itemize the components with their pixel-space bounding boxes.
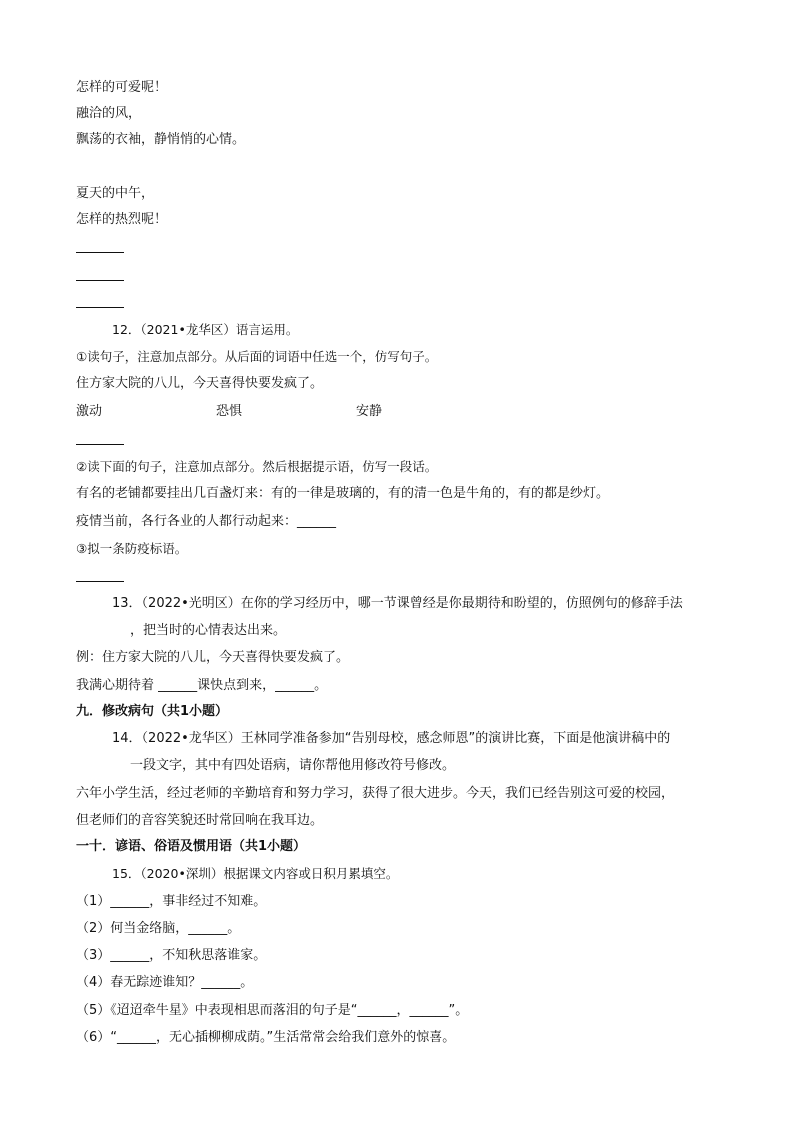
q12-title: 12．（2021•龙华区）语言运用。 [112, 322, 299, 337]
q12-part2-instruction: ②读下面的句子，注意加点部分。然后根据提示语，仿写一段话。 [76, 459, 438, 474]
answer-blank-3 [76, 307, 124, 308]
q15-item-1: （1）______，事非经过不知难。 [76, 894, 267, 909]
q15-item-4: （4）春无踪迹谁知？______。 [76, 975, 254, 990]
answer-blank-2 [76, 280, 124, 281]
poem-line-2: 融洽的风， [76, 106, 142, 121]
section9-heading: 九．修改病句（共1小题） [76, 704, 229, 719]
poem-line-5: 怎样的热烈呢！ [76, 212, 168, 227]
q12-word1: 激动 [76, 404, 103, 419]
answer-blank-1 [76, 252, 124, 253]
q14-para2: 但老师们的音容笑貌还时常回响在我耳边。 [76, 813, 324, 828]
q12-word3: 安静 [356, 404, 383, 419]
q15-title: 15．（2020•深圳）根据课文内容或日积月累填空。 [112, 866, 399, 881]
q12-prompt2: 疫情当前，各行各业的人都行动起来：______ [76, 514, 337, 529]
q14-title: 14．（2022•龙华区）王林同学准备参加“告别母校，感念师恩”的演讲比赛，下面是他演讲稿中的 [112, 731, 671, 746]
q13-example: 例：住方家大院的八儿，今天喜得快要发疯了。 [76, 650, 350, 665]
q15-item-2: （2）何当金络脑，______。 [76, 921, 241, 936]
q13-title-cont: ，把当时的心情表达出来。 [130, 623, 287, 638]
q12-sentence2: 有名的老铺都要挂出几百盏灯来：有的一律是玻璃的，有的清一色是牛角的，有的都是纱灯。 [76, 486, 610, 501]
q14-para1: 六年小学生活，经过老师的辛勤培育和努力学习，获得了很大进步。今天，我们已经告别这可爱的校园， [76, 786, 675, 801]
section10-heading: 一十．谚语、俗语及惯用语（共1小题） [76, 839, 307, 854]
q15-item-6: （6）“______，无心插柳柳成荫。”生活常常会给我们意外的惊喜。 [76, 1030, 456, 1045]
poem-line-3: 飘荡的衣袖，静悄悄的心情。 [76, 132, 246, 147]
q13-title: 13．（2022•光明区）在你的学习经历中，哪一节课曾经是你最期待和盼望的，仿照例句的修辞手法 [112, 596, 683, 611]
poem-line-1: 怎样的可爱呢！ [76, 80, 168, 95]
q12-sentence1: 住方家大院的八儿，今天喜得快要发疯了。 [76, 376, 324, 391]
answer-blank-5 [76, 581, 124, 582]
answer-blank-4 [76, 444, 124, 445]
q12-part1-instruction: ①读句子，注意加点部分。从后面的词语中任选一个，仿写句子。 [76, 349, 438, 364]
q13-fill: 我满心期待着 ______课快点到来，______。 [76, 678, 328, 693]
q15-item-3: （3）______，不知秋思落谁家。 [76, 948, 267, 963]
q12-word2: 恐惧 [216, 404, 243, 419]
q14-title-cont: 一段文字，其中有四处语病，请你帮他用修改符号修改。 [130, 758, 456, 773]
poem-line-4: 夏天的中午， [76, 186, 155, 201]
q12-part3-instruction: ③拟一条防疫标语。 [76, 541, 188, 556]
q15-item-5: （5）《迢迢牵牛星》中表现相思而落泪的句子是“______，______”。 [76, 1003, 469, 1018]
